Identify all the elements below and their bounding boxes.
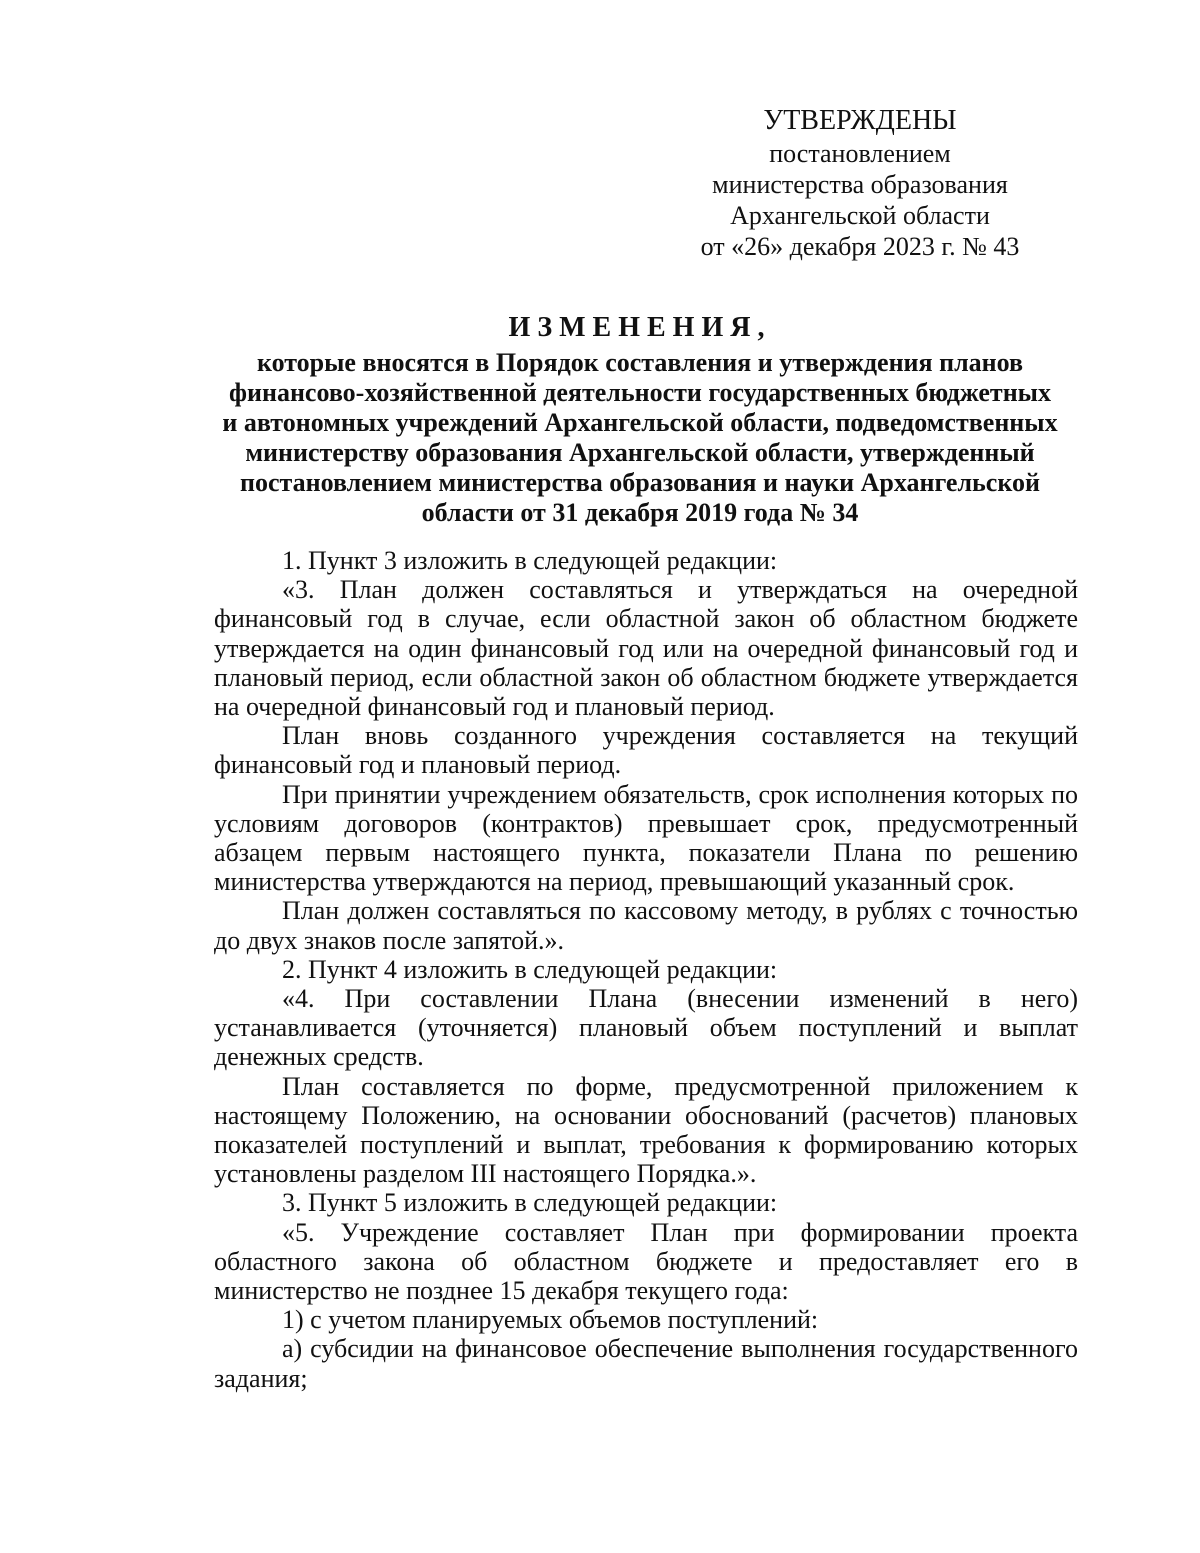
- document-title: [200, 310, 1080, 528]
- paragraph-point-4: «4. При составлении Плана (внесении изменений в него) устанавливается (уточняется) плановый объем поступлений и выплат денежных средств.: [214, 984, 1078, 1072]
- approval-line: постановлением: [769, 139, 951, 168]
- paragraph: При принятии учреждением обязательств, срок исполнения которых по условиям договоров (контрактов) превышает срок, предусмотренный абзацем первым настоящего пункта, показатели Плана по решению министерства утверждаются на период, превышающий указанный срок.: [214, 779, 1078, 897]
- paragraph: План составляется по форме, предусмотренной приложением к настоящему Положению, на основании обоснований (расчетов) плановых показателей поступлений и выплат, требования к формированию которых установлены разделом III настоящего Порядка.».: [214, 1071, 1078, 1189]
- paragraph-item-2-heading: 2. Пункт 4 изложить в следующей редакции:: [282, 954, 778, 984]
- title-line: и автономных учреждений Архангельской области, подведомственных: [222, 408, 1058, 437]
- approval-line: Архангельской области: [730, 201, 990, 230]
- approval-date-number: от «26» декабря 2023 г. № 43: [700, 232, 1020, 261]
- title-line: которые вносятся в Порядок составления и утверждения планов: [256, 348, 1024, 377]
- approval-heading: УТВЕРЖДЕНЫ: [763, 105, 957, 136]
- title-word: ИЗМЕНЕНИЯ,: [508, 312, 772, 343]
- paragraph: а) субсидии на финансовое обеспечение выполнения государственного задания;: [214, 1334, 1078, 1393]
- document-body: [214, 546, 1078, 1393]
- approval-line: министерства образования: [712, 170, 1008, 199]
- title-line: министерству образования Архангельской области, утвержденный: [245, 438, 1035, 467]
- paragraph: План должен составляться по кассовому методу, в рублях с точностью до двух знаков после запятой.».: [214, 896, 1078, 955]
- title-line: финансово-хозяйственной деятельности государственных бюджетных: [229, 378, 1051, 407]
- paragraph: 1) с учетом планируемых объемов поступлений:: [282, 1305, 819, 1335]
- approval-stamp: [660, 104, 1060, 262]
- paragraph-item-3-heading: 3. Пункт 5 изложить в следующей редакции:: [282, 1188, 778, 1218]
- paragraph: План вновь созданного учреждения составляется на текущий финансовый год и плановый период.: [214, 721, 1078, 780]
- paragraph-point-3: «3. План должен составляться и утверждаться на очередной финансовый год в случае, если областной закон об областном бюджете утверждается на один финансовый год или на очередной финансовый год и плановый период, если областной закон об областном бюджете утверждается на очередной финансовый год и плановый период.: [214, 575, 1078, 722]
- paragraph-item-1-heading: 1. Пункт 3 изложить в следующей редакции:: [282, 546, 778, 575]
- title-line: области от 31 декабря 2019 года № 34: [421, 498, 859, 527]
- paragraph-point-5: «5. Учреждение составляет План при формировании проекта областного закона об областном бюджете и предоставляет его в министерство не позднее 15 декабря текущего года:: [214, 1217, 1078, 1306]
- title-line: постановлением министерства образования и науки Архангельской: [240, 468, 1040, 497]
